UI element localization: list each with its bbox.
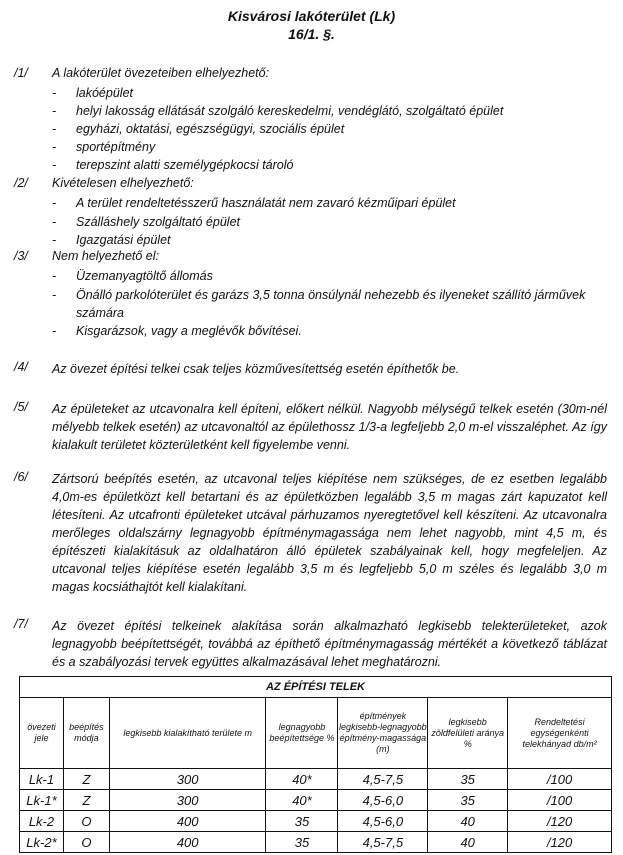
table-row (20, 790, 612, 811)
table-cell: 300 (109, 769, 266, 790)
paragraph-number-3: /3/ (14, 249, 28, 263)
table-cell: 300 (109, 790, 266, 811)
table-cell: 35 (266, 811, 338, 832)
table-cell: 40 (428, 832, 508, 853)
column-header: legkisebb zöldfelületi aránya % (428, 698, 508, 769)
table-cell: 40* (266, 769, 338, 790)
paragraph-number-7: /7/ (14, 617, 28, 631)
table-header-row (20, 698, 612, 769)
table-cell: Z (63, 769, 109, 790)
table-cell: 35 (266, 832, 338, 853)
table-cell: 4,5-6,0 (338, 811, 428, 832)
table-caption: AZ ÉPÍTÉSI TELEK (20, 677, 612, 698)
paragraph-number-6: /6/ (14, 470, 28, 484)
column-header: övezeti jele (20, 698, 64, 769)
document-title: Kisvárosi lakóterület (Lk) (227, 8, 396, 24)
column-header: Rendeltetési egységenkénti telekhányad db/m² (508, 698, 612, 769)
table-cell: Z (63, 790, 109, 811)
table-cell: /120 (508, 832, 612, 853)
column-header: legkisebb kialakítható területe m (109, 698, 266, 769)
section-number: 16/1. §. (288, 26, 335, 42)
building-plot-table (19, 676, 612, 853)
table-cell: Lk-2* (20, 832, 64, 853)
table-cell: 400 (109, 811, 266, 832)
table-cell: Lk-2 (20, 811, 64, 832)
table-cell: 400 (109, 832, 266, 853)
paragraph-number-2: /2/ (14, 176, 28, 190)
paragraph-number-1: /1/ (14, 66, 28, 80)
table-cell: Lk-1 (20, 769, 64, 790)
table-cell: 40* (266, 790, 338, 811)
table-row (20, 769, 612, 790)
paragraph-2-heading: Kivételesen elhelyezhető: (52, 176, 194, 190)
paragraph-4-text: Az övezet építési telkei csak teljes közművesítettség esetén építhetők be. (52, 362, 460, 376)
paragraph-number-5: /5/ (14, 400, 28, 414)
table-cell: /100 (508, 769, 612, 790)
paragraph-number-4: /4/ (14, 360, 28, 374)
column-header: építmények legkisebb-legnagyobb építmény-magassága (m) (338, 698, 428, 769)
table-row (20, 811, 612, 832)
table-cell: 35 (428, 769, 508, 790)
table-cell: 4,5-7,5 (338, 832, 428, 853)
paragraph-3-heading: Nem helyezhető el: (52, 249, 160, 263)
table-cell: 35 (428, 790, 508, 811)
paragraph-6-text: Zártsorú beépítés esetén, az utcavonal teljes kiépítése nem szükséges, de ez esetben legalább 4,0m-es épületközt kell betartani és az épületközben legalább 3,5 m magas zárt kapuzatot kell létesíteni. Az utcafronti épületeket utcával párhuzamos nyeregtetővel kell készíteni. Az utcavonalra merőleges oldalszárny legnagyobb építménymagassága nem lehet nagyobb, mint 4,5 m, és építészeti kialakításuk az oldalhatáron álló épületek szabályainak kell, hogy megfeleljen. Az utcavonal teljes kiépítése esetén legalább 3,5 m és legfeljebb 5,0 m széles és legalább 3,0 m magas kocsiáthajtót kell kialakítani. (52, 472, 607, 594)
column-header: legnagyobb beépítettsége % (266, 698, 338, 769)
document-page: Kisvárosi lakóterület (Lk) 16/1. §. /1/ A lakóterület övezeteiben elhelyezhető: - lakóépület - helyi lakosság ellátását szolgáló kereskedelmi, vendéglátó, szolgáltató épület - egyházi, oktatási, egészségügyi, szociális épület - sportépítmény - terepszint alatti személygépkocsi tároló /2/ Kivételesen elhelyezhető: - A terület rendeltetésszerű használatát nem zavaró kézműipari épület - Szálláshely szolgáltató épület - Igazgatási épület /3/ Nem helyezhető el: - Üzemanyagtöltő állomás - Önálló parkolóterület és garázs 3,5 tonna önsúlynál nehezebb és ilyeneket szállító járművek számára - Kisgarázsok, vagy a meglévők bővítései. /4/ Az övezet építési telkei csak teljes közművesítettség esetén építhetők be. /5/ Az épületeket az utcavonalra kell építeni, előkert nélkül. Nagyobb mélységű telkek esetén (30m-nél mélyebb telkek esetén) az utcavonaltól az épülethossz 1/3-a legfeljebb 2,0 m-el visszaléphet. Az így kialakult területet közterületként kell figyelembe venni. /6/ Zártsorú beépítés esetén, az utcavonal teljes kiépítése nem szükséges, de ez esetben legalább 4,0m-es épületközt kell betartani és az épületközben legalább 3,5 m magas zárt kapuzatot kell létesíteni. Az utcafronti épületeket utcával párhuzamos nyeregtetővel kell készíteni. Az utcavonalra merőleges oldalszárny legnagyobb építménymagassága nem lehet nagyobb, mint 4,5 m, és építészeti kialakításuk az oldalhatáron álló épületek szabályainak kell, hogy megfeleljen. Az utcavonal teljes kiépítése esetén legalább 3,5 m és legfeljebb 5,0 m széles és legalább 3,0 m magas kocsiáthajtót kell kialakítani. /7/ Az övezet építési telkeinek alakítása során alkalmazható legkisebb telekterületeket, azok legnagyobb beépítettségét, továbbá az építhető építménymagasság mértékét a következő táblázat és a szabályozási tervek együttes alkalmazásával lehet meghatározni. AZ ÉPÍTÉSI TELEK övezeti jele beépítés módja legkisebb kialakítható területe m legnagyobb beépítettsége % építmények legkisebb-legnagyobb építmény-magassága (m) legkisebb zöldfelületi aránya % Rendeltetési egységenkénti telekhányad db/m² Lk-1 Z 300 40* 4,5-7,5 35 /100 Lk-1* Z 300 40* 4,5-6,0 35 /100 Lk-2 O 400 35 4,5-6,0 40 /120 Lk-2* O 400 35 4,5-7,5 40 /120 (0, 0, 623, 855)
table-cell: 4,5-6,0 (338, 790, 428, 811)
paragraph-1-heading: A lakóterület övezeteiben elhelyezhető: (52, 66, 270, 80)
table-cell: O (63, 832, 109, 853)
table-row (20, 832, 612, 853)
table-cell: Lk-1* (20, 790, 64, 811)
table-cell: /100 (508, 790, 612, 811)
paragraph-7-text: Az övezet építési telkeinek alakítása során alkalmazható legkisebb telekterületeket, azok legnagyobb beépítettségét, továbbá az építhető építménymagasság mértékét a következő táblázat és a szabályozási tervek együttes alkalmazásával lehet meghatározni. (52, 619, 607, 669)
table-cell: 40 (428, 811, 508, 832)
column-header: beépítés módja (63, 698, 109, 769)
table-cell: /120 (508, 811, 612, 832)
table-cell: 4,5-7,5 (338, 769, 428, 790)
table-cell: O (63, 811, 109, 832)
paragraph-5-text: Az épületeket az utcavonalra kell építeni, előkert nélkül. Nagyobb mélységű telkek esetén (30m-nél mélyebb telkek esetén) az utcavonaltól az épülethossz 1/3-a legfeljebb 2,0 m-el visszaléphet. Az így kialakult területet közterületként kell figyelembe venni. (52, 402, 607, 452)
